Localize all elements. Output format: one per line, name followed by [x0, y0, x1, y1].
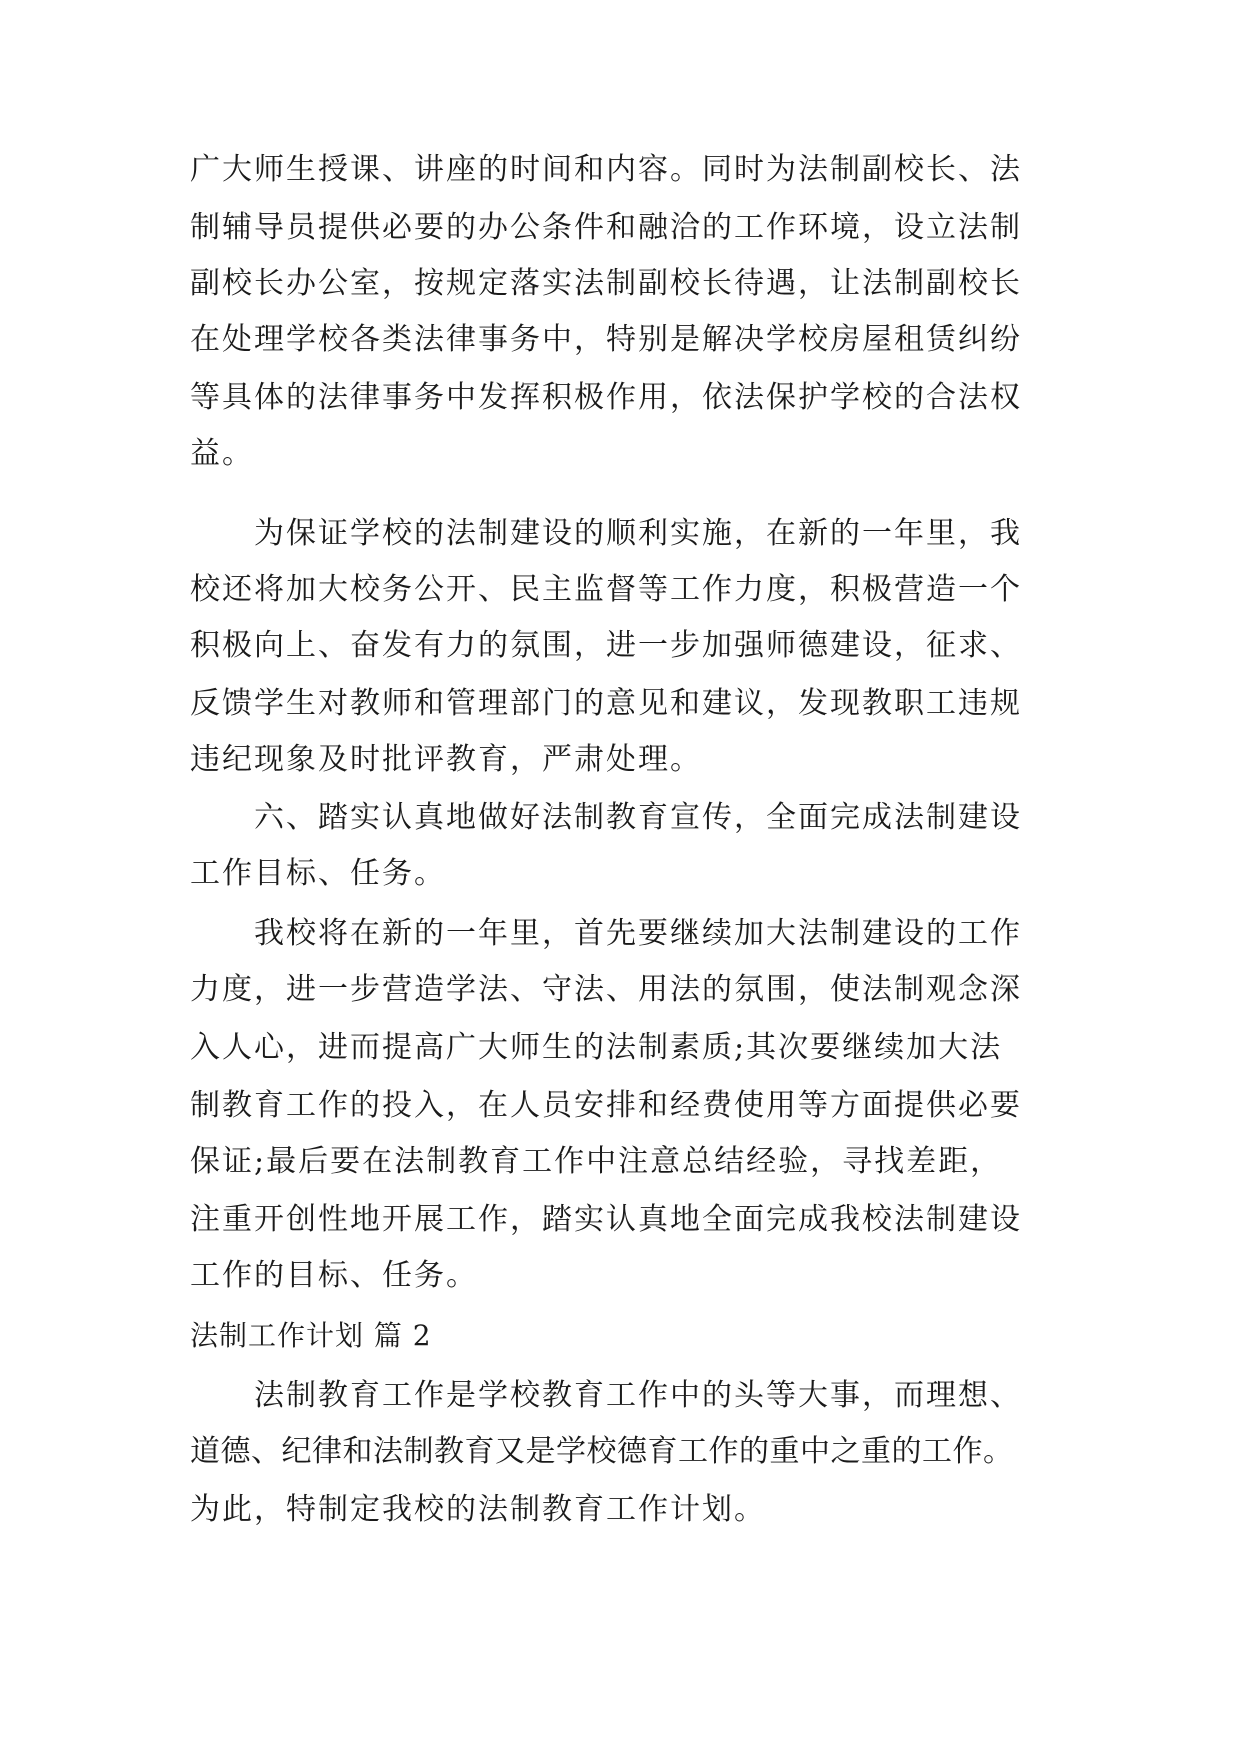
text-line: 保证;最后要在法制教育工作中注意总结经验，寻找差距，	[190, 1144, 1003, 1179]
text-line: 副校长办公室，按规定落实法制副校长待遇，让法制副校长	[190, 266, 1022, 301]
text-line: 力度，进一步营造学法、守法、用法的氛围，使法制观念深	[190, 972, 1022, 1007]
text-line: 在处理学校各类法律事务中，特别是解决学校房屋租赁纠纷	[190, 322, 1022, 357]
text-line: 益。	[190, 436, 254, 471]
text-line: 注重开创性地开展工作，踏实认真地全面完成我校法制建设	[190, 1202, 1022, 1237]
text-line: 违纪现象及时批评教育，严肃处理。	[190, 742, 702, 777]
text-line: 制辅导员提供必要的办公条件和融洽的工作环境，设立法制	[190, 210, 1022, 245]
text-line: 工作目标、任务。	[190, 856, 446, 891]
text-line: 六、踏实认真地做好法制教育宣传，全面完成法制建设	[254, 800, 1022, 835]
text-line: 工作的目标、任务。	[190, 1258, 478, 1293]
text-line: 为此，特制定我校的法制教育工作计划。	[190, 1492, 766, 1527]
text-line: 广大师生授课、讲座的时间和内容。同时为法制副校长、法	[190, 152, 1022, 187]
text-line: 反馈学生对教师和管理部门的意见和建议，发现教职工违规	[190, 686, 1022, 721]
text-line: 制教育工作的投入，在人员安排和经费使用等方面提供必要	[190, 1088, 1022, 1123]
section-heading: 法制工作计划 篇 2	[190, 1319, 432, 1352]
text-line: 入人心，进而提高广大师生的法制素质;其次要继续加大法	[190, 1030, 1003, 1065]
text-line: 我校将在新的一年里，首先要继续加大法制建设的工作	[254, 916, 1022, 951]
text-line: 校还将加大校务公开、民主监督等工作力度，积极营造一个	[190, 572, 1022, 607]
text-line: 等具体的法律事务中发挥积极作用，依法保护学校的合法权	[190, 380, 1022, 415]
text-line: 积极向上、奋发有力的氛围，进一步加强师德建设，征求、	[190, 628, 1022, 663]
text-line: 为保证学校的法制建设的顺利实施，在新的一年里，我	[254, 516, 1022, 551]
text-line: 法制教育工作是学校教育工作中的头等大事，而理想、	[254, 1378, 1022, 1413]
text-line: 道德、纪律和法制教育又是学校德育工作的重中之重的工作。	[190, 1434, 1014, 1469]
